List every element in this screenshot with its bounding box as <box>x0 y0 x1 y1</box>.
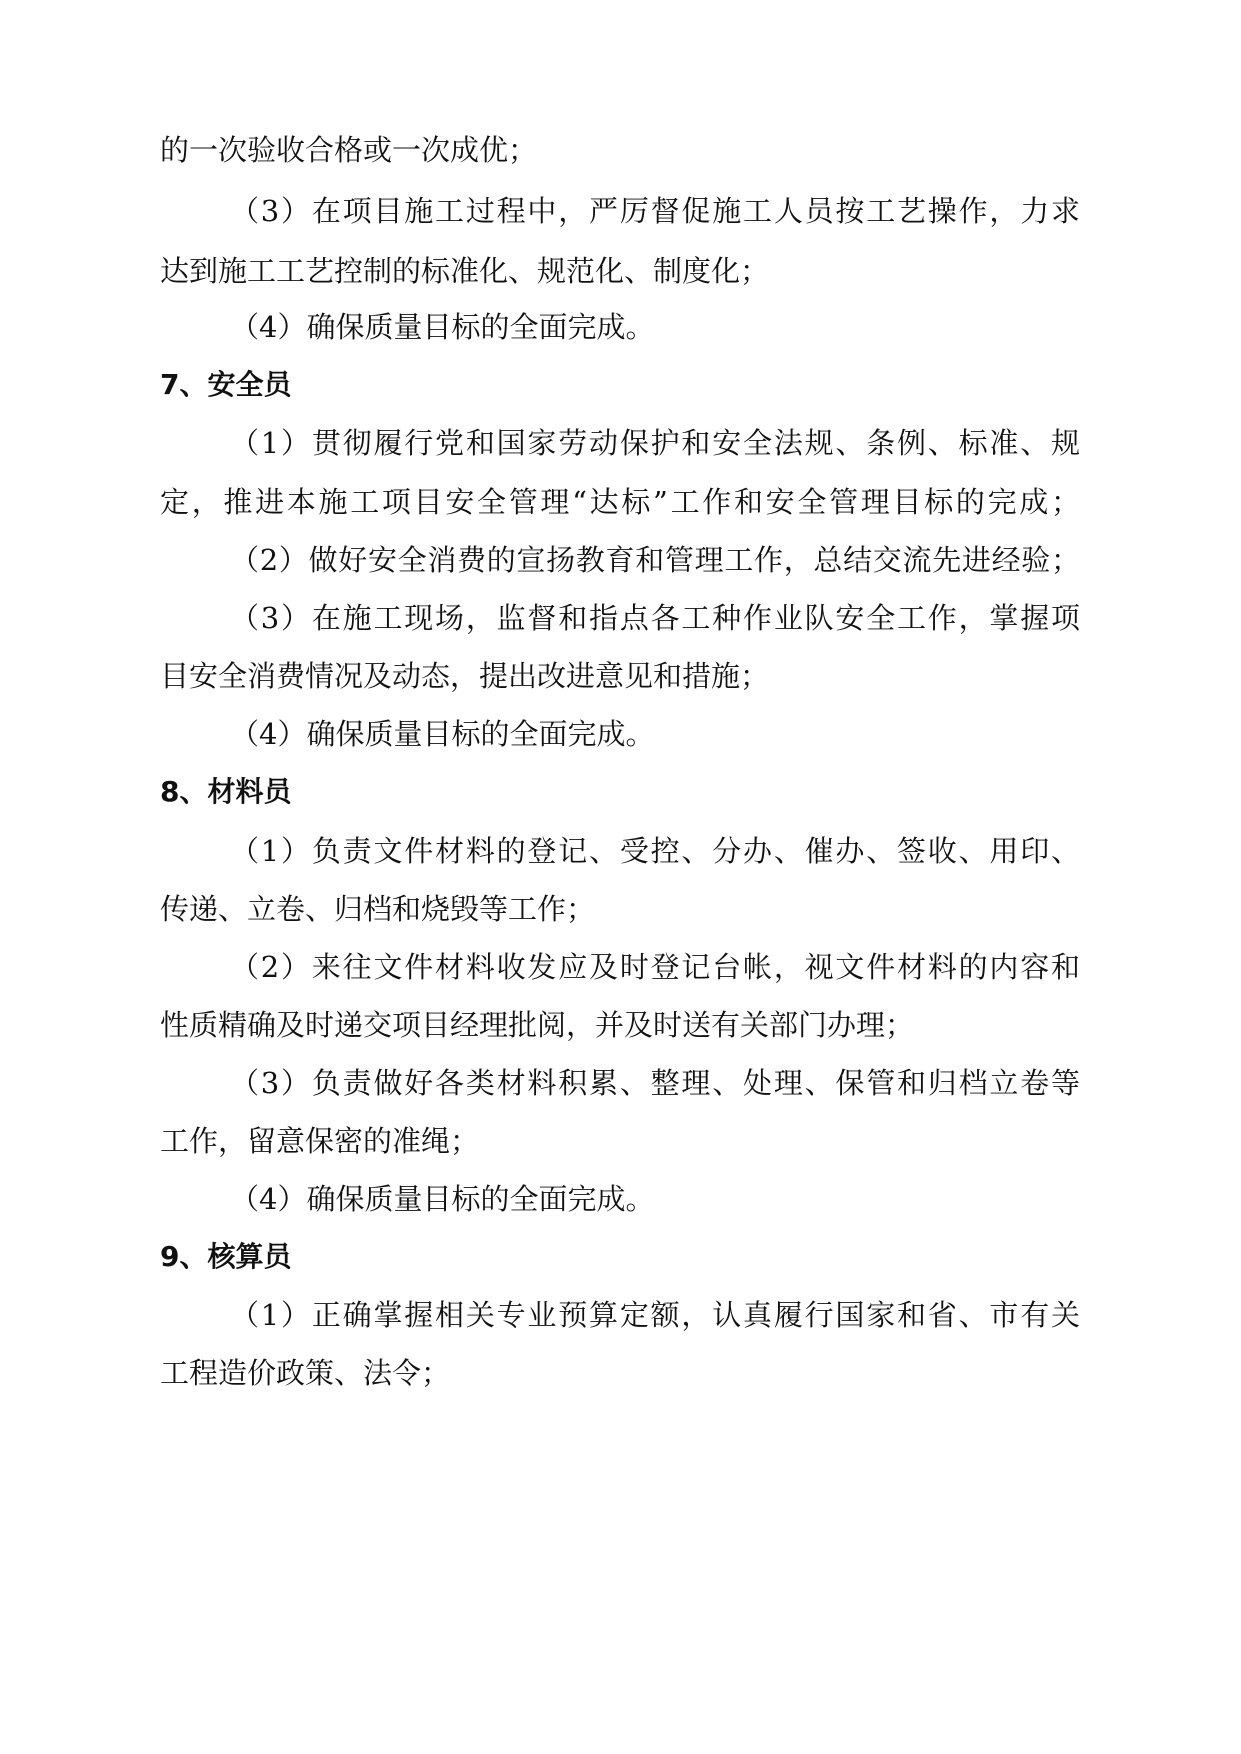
document-page <box>160 0 1080 1754</box>
paragraph-line: 工程造价政策、法令； <box>160 1356 451 1390</box>
section-heading-9: 9、核算员 <box>160 1240 292 1273</box>
paragraph-line: 达到施工工艺控制的标准化、规范化、制度化； <box>160 254 770 288</box>
paragraph-line: （3）在项目施工过程中，严厉督促施工人员按工艺操作，力求 <box>230 194 1080 228</box>
paragraph-line: 的一次验收合格或一次成优； <box>160 133 538 167</box>
paragraph-line: （3）负责做好各类材料积累、整理、处理、保管和归档立卷等 <box>230 1066 1080 1100</box>
paragraph-line: （4）确保质量目标的全面完成。 <box>230 717 655 751</box>
paragraph-line: 目安全消费情况及动态，提出改进意见和措施； <box>160 659 770 693</box>
paragraph-line: （1）负责文件材料的登记、受控、分办、催办、签收、用印、 <box>230 834 1080 868</box>
paragraph-line: 传递、立卷、归档和烧毁等工作； <box>160 892 596 926</box>
paragraph-line: 性质精确及时递交项目经理批阅，并及时送有关部门办理； <box>160 1008 915 1042</box>
paragraph-line: （3）在施工现场，监督和指点各工种作业队安全工作，掌握项 <box>230 601 1080 635</box>
paragraph-line: 定，推进本施工项目安全管理“达标”工作和安全管理目标的完成； <box>160 485 1080 519</box>
paragraph-line: （4）确保质量目标的全面完成。 <box>230 1182 655 1216</box>
paragraph-line: （1）正确掌握相关专业预算定额，认真履行国家和省、市有关 <box>230 1298 1080 1332</box>
paragraph-line: （2）做好安全消费的宣扬教育和管理工作，总结交流先进经验； <box>230 543 1080 577</box>
section-heading-7: 7、安全员 <box>160 368 292 401</box>
section-heading-8: 8、材料员 <box>160 775 292 808</box>
paragraph-line: （1）贯彻履行党和国家劳动保护和安全法规、条例、标准、规 <box>230 426 1080 460</box>
paragraph-line: （2）来往文件材料收发应及时登记台帐，视文件材料的内容和 <box>230 950 1080 984</box>
paragraph-line: 工作，留意保密的准绳； <box>160 1124 480 1158</box>
paragraph-line: （4）确保质量目标的全面完成。 <box>230 310 655 344</box>
